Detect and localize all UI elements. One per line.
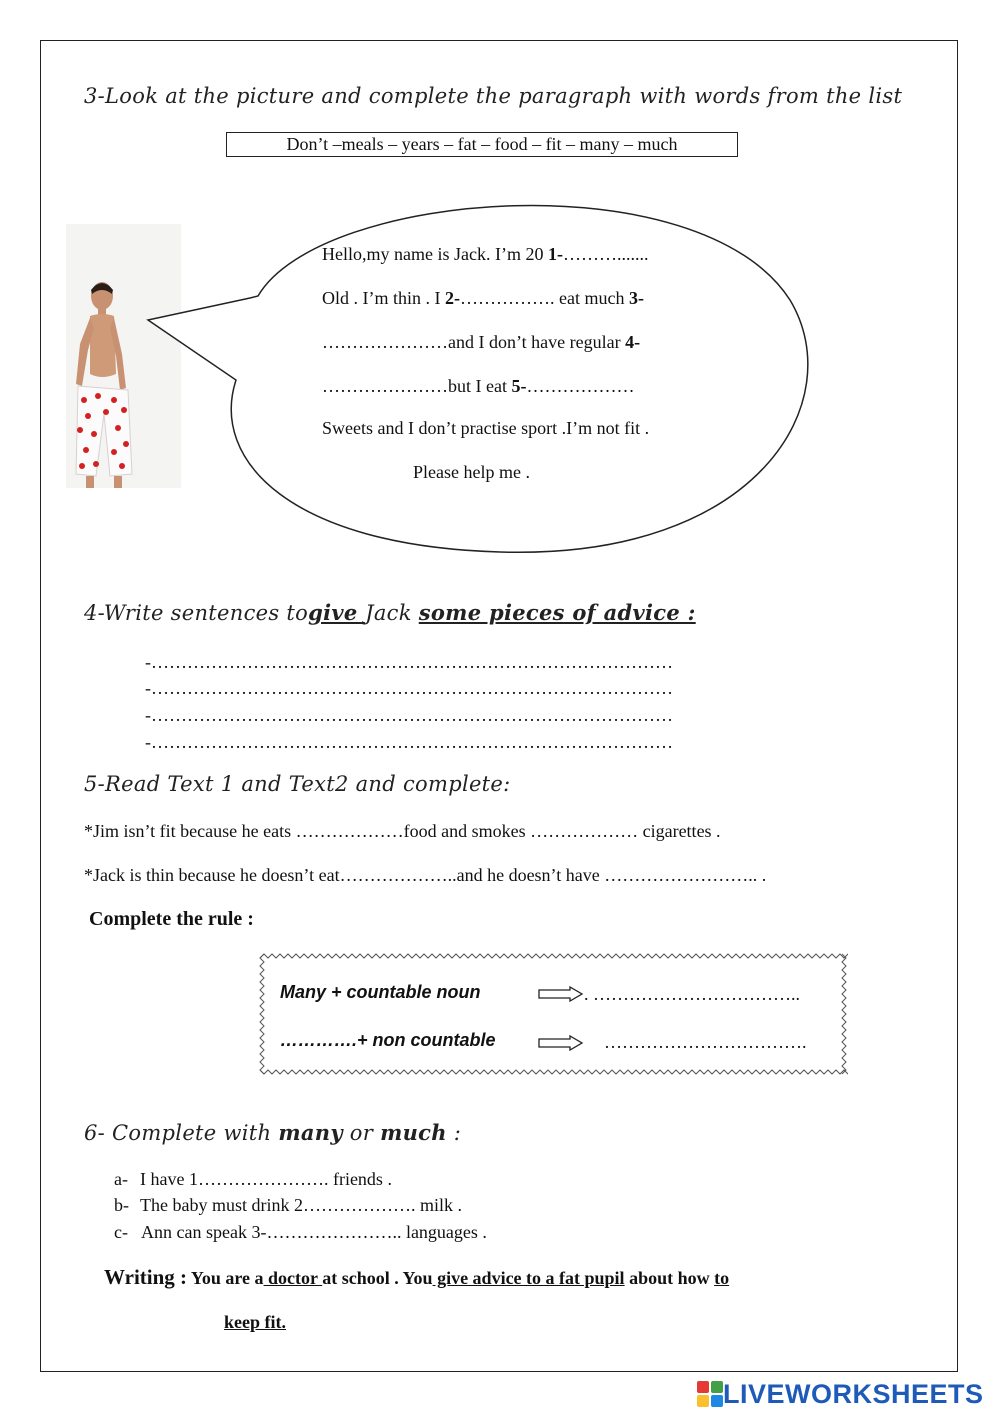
- section5-heading: 5-Read Text 1 and Text2 and complete:: [84, 772, 511, 796]
- speech-line-4: …………………but I eat 5-………………: [322, 376, 635, 396]
- rule2-answer[interactable]: …………………………….: [604, 1032, 807, 1052]
- exercise-item-a[interactable]: a- I have 1…………………. friends .: [114, 1169, 392, 1189]
- liveworksheets-logo: [697, 1378, 984, 1410]
- logo-wordmark: LIVEWORKSHEETS: [723, 1378, 984, 1409]
- rule2-label[interactable]: ………….+ non countable: [280, 1030, 496, 1050]
- rule-box: [258, 952, 848, 1076]
- liveworksheets-logo-icon: [697, 1381, 723, 1407]
- section4-heading: 4-Write sentences togive Jack some pieces of advice :: [84, 600, 696, 625]
- rule-title: Complete the rule :: [89, 908, 254, 930]
- double-arrow-icon: [538, 986, 584, 1002]
- advice-line-3[interactable]: -……………………………………………………………………………: [145, 705, 673, 725]
- advice-line-4[interactable]: -……………………………………………………………………………: [145, 732, 673, 752]
- advice-line-2[interactable]: -……………………………………………………………………………: [145, 678, 673, 698]
- speech-bubble: [140, 180, 820, 560]
- writing-prompt-line-2: keep fit.: [224, 1312, 286, 1332]
- advice-line-1[interactable]: -……………………………………………………………………………: [145, 652, 673, 672]
- word-list-box: Don’t –meals – years – fat – food – fit – many – much: [226, 132, 738, 157]
- text-compare-line-2[interactable]: *Jack is thin because he doesn’t eat………………..and he doesn’t have …………………….. .: [84, 865, 767, 885]
- rule1-label: Many + countable noun: [280, 982, 481, 1002]
- writing-prompt: Writing : You are a doctor at school . You give advice to a fat pupil about how to: [104, 1265, 730, 1289]
- double-arrow-icon: [538, 1035, 584, 1051]
- text-compare-line-1[interactable]: *Jim isn’t fit because he eats ………………food and smokes ……………… cigarettes .: [84, 821, 721, 841]
- exercise-item-b[interactable]: b- The baby must drink 2………………. milk .: [114, 1195, 462, 1215]
- speech-line-2: Old . I’m thin . I 2-……………. eat much 3-: [322, 288, 644, 308]
- section6-heading: 6- Complete with many or much :: [84, 1120, 462, 1145]
- speech-line-1: Hello,my name is Jack. I’m 20 1-……….......: [322, 244, 649, 264]
- zigzag-border: [258, 952, 848, 1076]
- speech-line-3: …………………and I don’t have regular 4-: [322, 332, 641, 352]
- section3-heading: 3-Look at the picture and complete the paragraph with words from the list: [84, 84, 903, 108]
- rule1-answer[interactable]: . ……………………………..: [584, 984, 800, 1004]
- speech-line-6: Please help me .: [413, 462, 530, 482]
- exercise-item-c[interactable]: c- Ann can speak 3-………………….. languages .: [114, 1222, 487, 1242]
- speech-line-5: Sweets and I don’t practise sport .I’m not fit .: [322, 418, 650, 438]
